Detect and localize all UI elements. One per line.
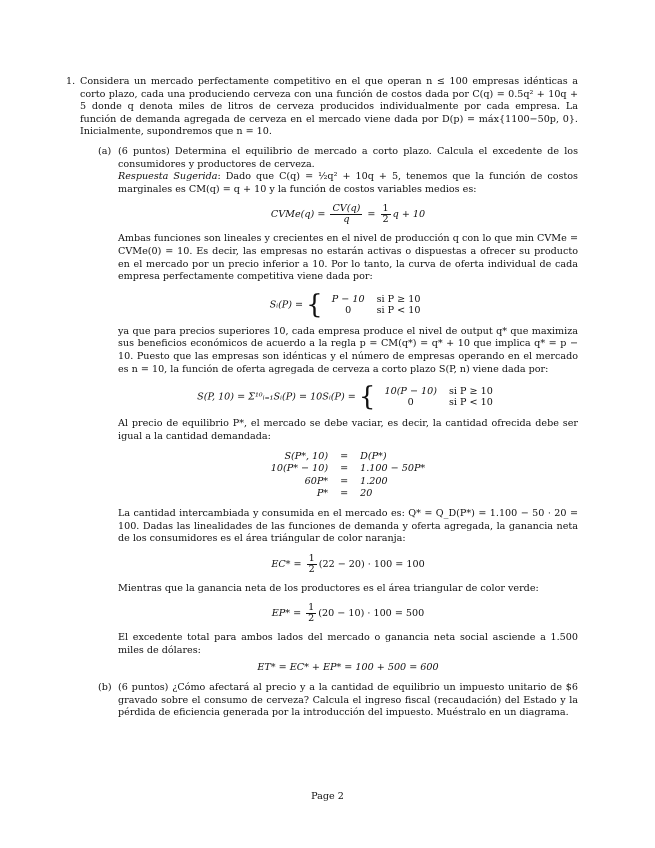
page-number: Page 2 bbox=[311, 791, 344, 802]
equation-cvme: CVMe(q) = $\frac{CV(q)}{q}$ = $\frac{1}{2}$ q + 10 bbox=[270, 203, 426, 226]
part-a-label: (a) bbox=[98, 145, 112, 157]
equation-total-surplus: ET* = EC* + EP* = 100 + 500 = 600 bbox=[257, 661, 439, 673]
suggested-answer-intro: Respuesta Sugerida: Dado que C(q) = ½q² + 10q + 5, tenemos que la función de costos marginales es CM(q) = q + 10 y la función de costos variables medios es: bbox=[118, 171, 578, 195]
paragraph-linear-functions: Ambas funciones son lineales y crecientes en el nivel de producción q con lo que min CVMe = CVMe(0) = 10. Es decir, las empresas no estarán activas o dispuestas a ofrecer su producto en el mercado por un precio inferior a 10. Por lo tanto, la curva de oferta individual de cada empresa perfectamente competitiva viene dada por: bbox=[118, 233, 578, 283]
part-b bbox=[98, 682, 578, 720]
question-statement: Considera un mercado perfectamente competitivo en el que operan n ≤ 100 empresas idénticas a corto plazo, cada una produciendo cerveza con una función de costos dada por C(q) = 0.5q² + 10q + 5 donde q denota miles de litros de cerveza producidos individualmente por cada empresa. La función de demanda agregada de cerveza en el mercado viene dada por D(p) = máx{1100−50p, 0}. Inicialmente, supondremos que n = 10. bbox=[80, 76, 578, 138]
system-row: P* = 20 bbox=[316, 487, 373, 499]
equilibrium-system bbox=[265, 451, 431, 500]
paragraph-quantity: La cantidad intercambiada y consumida en el mercado es: Q* = Q_D(P*) = 1.100 − 50 · 20 = 100. Dadas las linealidades de las funciones de demanda y oferta agregada, la ganancia neta de los consumidores es el área triángular de color naranja: bbox=[118, 508, 578, 545]
equation-aggregate-supply: S(P, 10) = Σ¹⁰ᵢ₌₁Sᵢ(P) = 10Sᵢ(P) = { 10(P − 10) si P ≥ 10 0 si P < 10 bbox=[197, 382, 493, 413]
system-row: S(P*, 10) = D(P*) bbox=[284, 451, 387, 463]
equation-consumer-surplus: EC* = $\frac{1}{2}$ (22 − 20) · 100 = 100 bbox=[271, 552, 425, 575]
system-row: 10(P* − 10) = 1.100 − 50P* bbox=[270, 463, 426, 475]
suggested-answer-label: Respuesta Sugerida bbox=[118, 171, 218, 183]
system-row: 60P* = 1.200 bbox=[304, 475, 388, 487]
part-b-question: (6 puntos) ¿Cómo afectará al precio y a la cantidad de equilibrio un impuesto unitario de $6 gravado sobre el consumo de cerveza? Calcula el ingreso fiscal (recaudación) del Estado y la pérdida de eficiencia generada por la introducción del impuesto. Muéstralo en un diagrama. bbox=[118, 682, 578, 719]
page-content bbox=[66, 76, 578, 720]
equation-producer-surplus: EP* = $\frac{1}{2}$ (20 − 10) · 100 = 500 bbox=[271, 602, 425, 625]
part-a bbox=[98, 145, 578, 674]
part-b-label: (b) bbox=[98, 682, 112, 694]
equation-individual-supply: Sᵢ(P) = { P − 10 si P ≥ 10 0 si P < 10 bbox=[269, 289, 421, 320]
paragraph-aggregate-supply: ya que para precios superiores 10, cada empresa produce el nivel de output q* que maximiza sus beneficios económicos de acuerdo a la regla p = CM(q*) = q* + 10 que implica q* = p − 10. Puesto que las empresas son idénticas y el número de empresas operando en el mercado es n = 10, la función de oferta agregada de cerveza a corto plazo S(P, n) viene dada por: bbox=[118, 325, 578, 375]
part-a-question: (6 puntos) Determina el equilibrio de mercado a corto plazo. Calcula el excedente de los consumidores y productores de cerveza. bbox=[118, 145, 578, 170]
question-1 bbox=[66, 76, 578, 139]
paragraph-total-surplus: El excedente total para ambos lados del mercado o ganancia neta social asciende a 1.500 miles de dólares: bbox=[118, 632, 578, 657]
paragraph-producer-surplus: Mientras que la ganancia neta de los productores es el área triangular de color verde: bbox=[118, 582, 539, 594]
paragraph-equilibrium: Al precio de equilibrio P*, el mercado se debe vaciar, es decir, la cantidad ofrecida debe ser igual a la cantidad demandada: bbox=[118, 418, 578, 442]
question-number: 1. bbox=[66, 76, 76, 87]
